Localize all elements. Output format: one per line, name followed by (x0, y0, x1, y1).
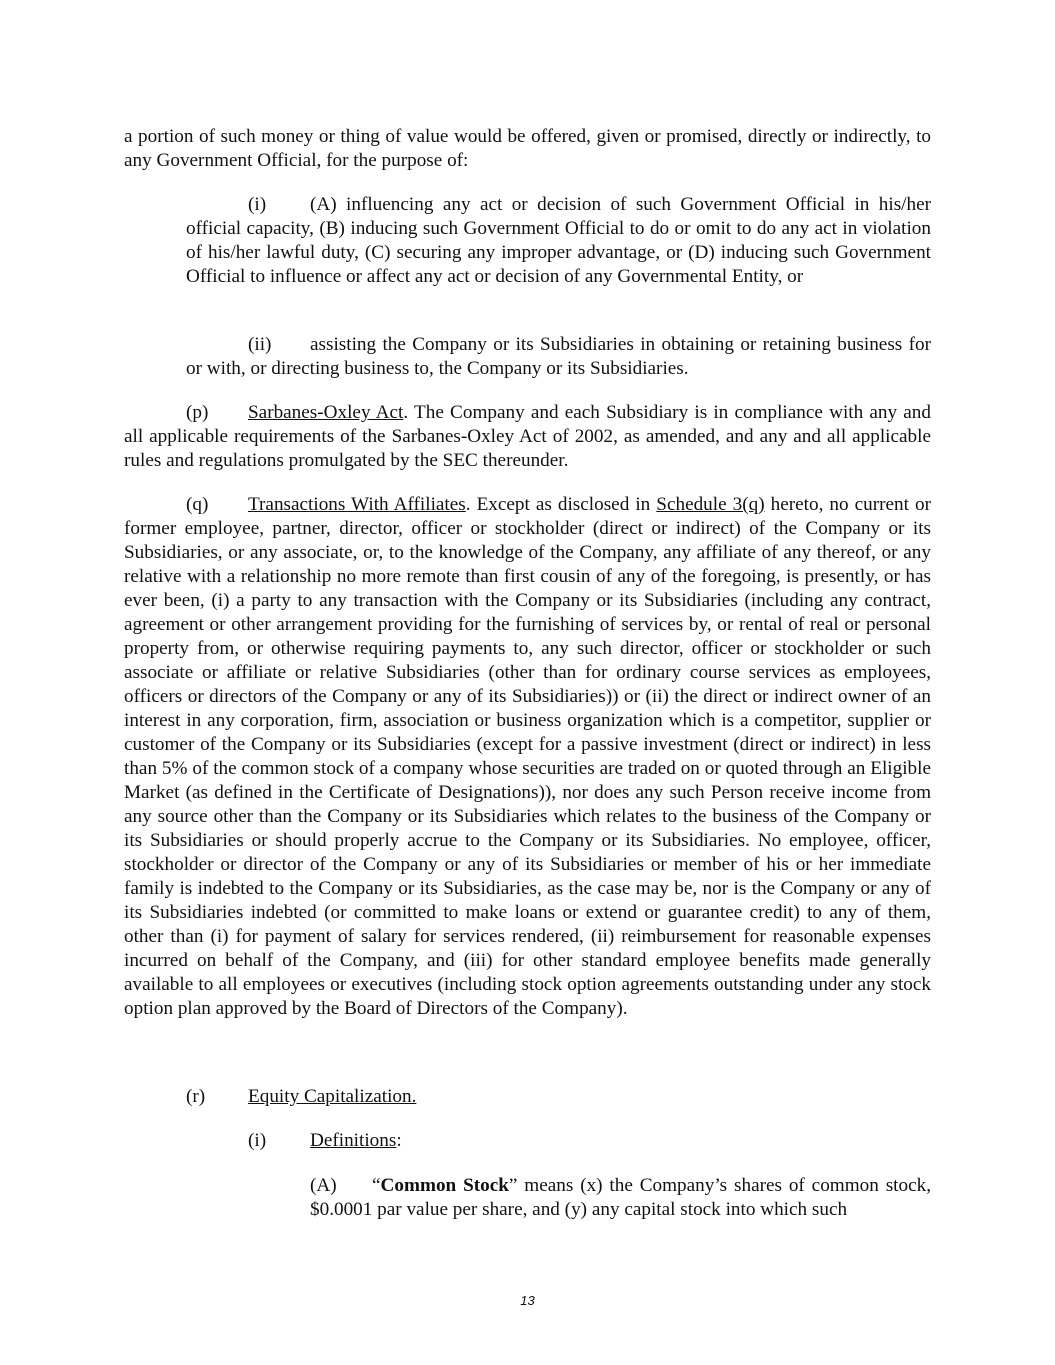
definition-open-quote: “ (372, 1175, 381, 1196)
page-number: 13 (520, 1293, 535, 1308)
section-r-i-colon: : (396, 1130, 402, 1151)
section-p (124, 401, 931, 473)
clause-ii-text: assisting the Company or its Subsidiaries in obtaining or retaining business for or with, or directing business to, the Company or its Subsidiaries. (186, 334, 931, 379)
definition-common-stock (310, 1174, 931, 1222)
section-r-i-title: Definitions (310, 1130, 397, 1151)
section-q (124, 493, 931, 1021)
section-r-label: (r) (186, 1086, 206, 1107)
section-q-title: Transactions With Affiliates (248, 494, 466, 515)
clause-i-text: (A) influencing any act or decision of such Government Official in his/her official capacity, (B) inducing such Government Official to do or omit to do any act in violation of his/her lawful duty, (C) securing any improper advantage, or (D) inducing such Government Official to influence or affect any act or decision of any Governmental Entity, or (186, 194, 931, 287)
clause-i-label: (i) (248, 194, 267, 215)
section-r (186, 1085, 416, 1109)
definition-term: Common Stock (380, 1175, 509, 1196)
definition-text: ” means (x) the Company’s shares of common stock, $0.0001 par value per share, and (y) any capital stock into which such (310, 1175, 931, 1220)
clause-ii-label: (ii) (248, 334, 272, 355)
section-q-text-b: hereto, no current or former employee, partner, director, officer or stockholder (direct or indirect) of the Company or its Subsidiaries, or any associate, or, to the knowledge of the Company, any affiliate of any thereof, or any relative with a relationship no more remote than first cousin of any of the foregoing, is presently, or has ever been, (i) a party to any transaction with the Company or its Subsidiaries (including any contract, agreement or other arrangement providing for the furnishing of services by, or rental of real or personal property from, or otherwise requiring payments to, any such director, officer or stockholder or such associate or affiliate or relative Subsidiaries (other than for ordinary course services as employees, officers or directors of the Company or any of its Subsidiaries)) or (ii) the direct or indirect owner of an interest in any corporation, firm, association or business organization which is a competitor, supplier or customer of the Company or its Subsidiaries (except for a passive investment (direct or indirect) in less than 5% of the common stock of a company whose securities are traded on or quoted through an Eligible Market (as defined in the Certificate of Designations)), nor does any such Person receive income from any source other than the Company or its Subsidiaries which relates to the business of the Company or its Subsidiaries or should properly accrue to the Company or its Subsidiaries. No employee, officer, stockholder or director of the Company or any of its Subsidiaries or member of his or her immediate family is indebted to the Company or its Subsidiaries, as the case may be, nor is the Company or any of its Subsidiaries indebted (or committed to make loans or extend or guarantee credit) to any of them, other than (i) for payment of salary for services rendered, (ii) reimbursement for reasonable expenses incurred on behalf of the Company, and (iii) for other standard employee benefits made generally available to all employees or executives (including stock option agreements outstanding under any stock option plan approved by the Board of Directors of the Company). (124, 494, 931, 1019)
section-r-title: Equity Capitalization. (248, 1086, 417, 1107)
section-q-label: (q) (186, 494, 209, 515)
section-p-label: (p) (186, 402, 209, 423)
section-p-title: Sarbanes-Oxley Act (248, 402, 404, 423)
clause-i (186, 193, 931, 289)
section-r-i-label: (i) (248, 1130, 267, 1151)
definition-a-label: (A) (310, 1175, 337, 1196)
clause-ii (186, 333, 931, 381)
section-r-i (248, 1129, 402, 1153)
section-p-text: . The Company and each Subsidiary is in compliance with any and all applicable requirements of the Sarbanes-Oxley Act of 2002, as amended, and any and all applicable rules and regulations promulgated by the SEC thereunder. (124, 402, 931, 471)
intro-paragraph: a portion of such money or thing of value would be offered, given or promised, directly or indirectly, to any Government Official, for the purpose of: (124, 126, 931, 171)
schedule-reference: Schedule 3(q) (656, 494, 765, 515)
section-q-text-a: . Except as disclosed in (465, 494, 657, 515)
